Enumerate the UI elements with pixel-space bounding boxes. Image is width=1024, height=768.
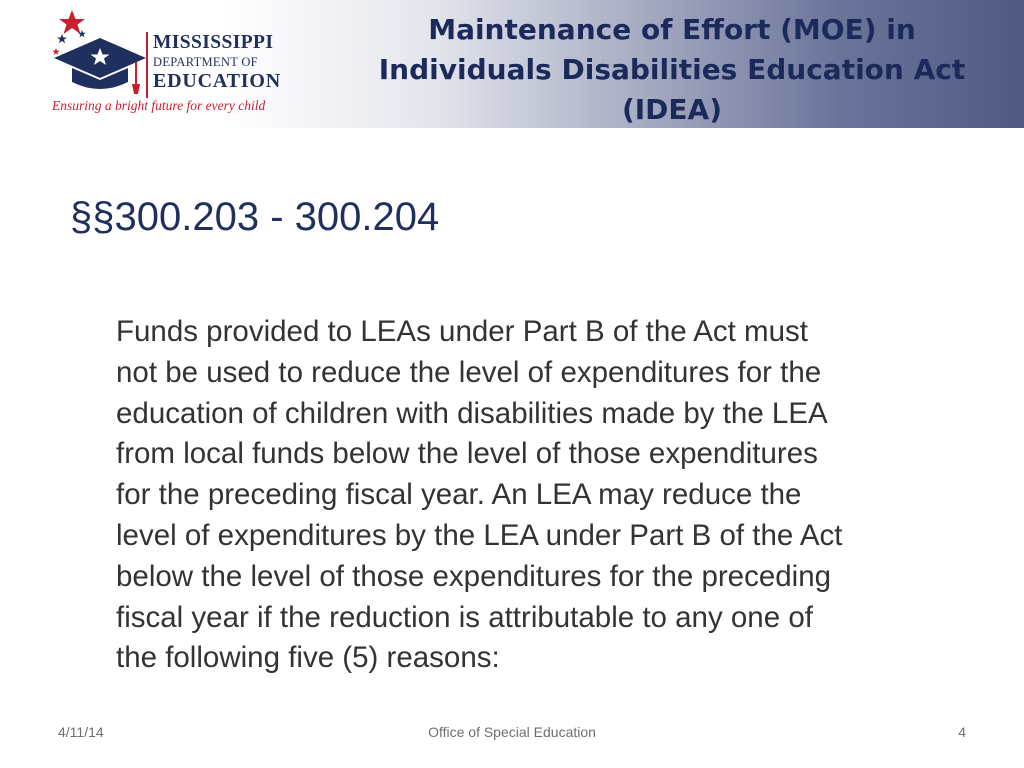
footer-page-number: 4 [958, 724, 966, 740]
body-line: from local funds below the level of those expenditures [116, 437, 818, 471]
body-line: not be used to reduce the level of expenditures for the [116, 355, 822, 389]
small-star-icon [52, 48, 60, 55]
body-line: the following five (5) reasons: [116, 641, 500, 675]
red-star-icon [59, 10, 85, 34]
body-paragraph [116, 312, 996, 679]
body-line: education of children with disabilities made by the LEA [116, 396, 828, 430]
body-line: level of expenditures by the LEA under Part B of the Act [116, 518, 843, 552]
body-line: below the level of those expenditures for the preceding [116, 559, 832, 593]
slide-title-line2: Individuals Disabilities Education Act [378, 53, 966, 86]
slide-title [320, 10, 1024, 130]
footer-office: Office of Special Education [428, 724, 596, 740]
body-line: Funds provided to LEAs under Part B of the Act must [116, 315, 808, 348]
slide-title-line1: Maintenance of Effort (MOE) in [428, 13, 916, 46]
logo-divider [146, 32, 148, 98]
logo-name-line3: EDUCATION [153, 70, 281, 92]
mississippi-department-of-education-logo [50, 8, 290, 120]
logo-name-line1: MISSISSIPPI [153, 32, 274, 53]
logo-name-line2: DEPARTMENT OF [153, 55, 258, 69]
tassel-icon [132, 84, 140, 94]
small-star-icon [57, 34, 67, 43]
body-line: fiscal year if the reduction is attributable to any one of [116, 600, 813, 634]
footer-date: 4/11/14 [58, 724, 104, 740]
logo-tagline: Ensuring a bright future for every child [52, 98, 266, 113]
logo-wordmark [153, 32, 293, 92]
slide-title-line3: (IDEA) [621, 93, 723, 126]
graduation-cap-stars-icon [50, 8, 150, 108]
section-heading: §§300.203 - 300.204 [70, 195, 440, 239]
slide-header [0, 0, 1024, 128]
body-line: for the preceding fiscal year. An LEA may reduce the [116, 478, 802, 512]
